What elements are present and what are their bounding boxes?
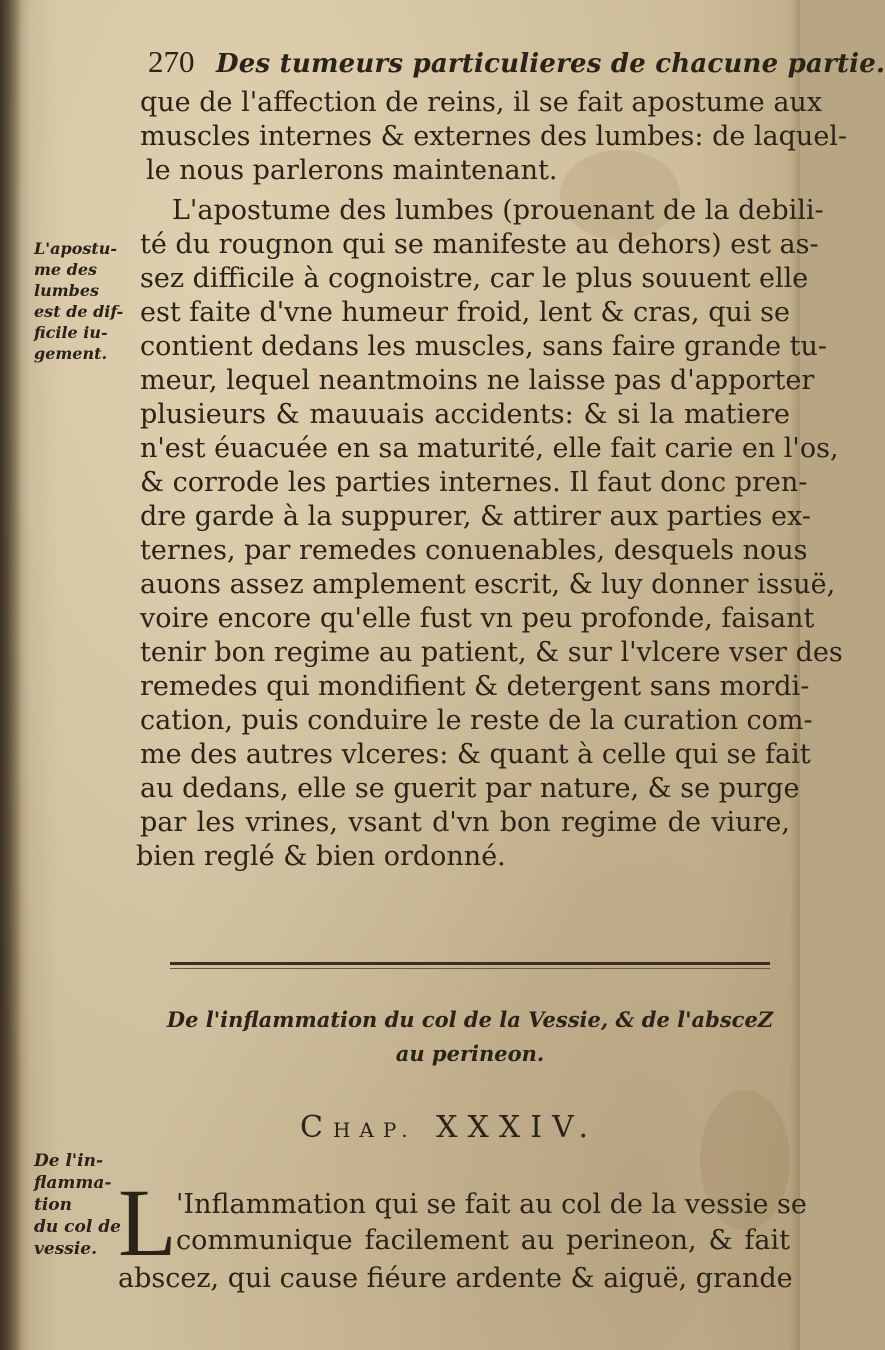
body-line: le nous parlerons maintenant. <box>146 155 558 186</box>
page-number: 270 <box>148 44 195 79</box>
margin-note-line: me des <box>34 260 98 279</box>
body-line: auons assez amplement escrit, & luy donner issuë, <box>140 569 836 600</box>
body-line: que de l'affection de reins, il se fait apostume aux <box>140 87 823 118</box>
chapter-line: abscez, qui cause fiéure ardente & aiguë, grande <box>118 1263 793 1294</box>
chapter-line: communique facilement au perineon, & fait <box>176 1225 790 1256</box>
body-line: n'est éuacuée en sa maturité, elle fait carie en l'os, <box>140 433 839 464</box>
body-line: au dedans, elle se guerit par nature, & se purge <box>140 773 800 804</box>
body-line: voire encore qu'elle fust vn peu profonde, faisant <box>140 603 815 634</box>
body-line: tenir bon regime au patient, & sur l'vlcere vser des <box>140 637 843 668</box>
margin-note-line: gement. <box>34 344 108 363</box>
section-title-line1: De l'inflammation du col de la Vessie, & de l'absceZ <box>166 1007 774 1032</box>
body-line: L'apostume des lumbes (prouenant de la debili- <box>172 195 824 226</box>
body-line: me des autres vlceres: & quant à celle qui se fait <box>140 739 811 770</box>
margin-note-line: vessie. <box>34 1239 98 1259</box>
body-line: remedes qui mondifient & detergent sans mordi- <box>140 671 810 702</box>
margin-note-line: lumbes <box>34 281 100 300</box>
margin-note-line: De l'in- <box>34 1151 104 1171</box>
margin-note-line: du col de <box>34 1217 121 1237</box>
body-line: sez difficile à cognoistre, car le plus souuent elle <box>140 263 809 294</box>
page-gutter-shadow <box>0 0 22 1350</box>
running-head: Des tumeurs particulieres de chacune partie. <box>216 49 885 79</box>
section-rule-thin <box>170 968 770 969</box>
body-line: par les vrines, vsant d'vn bon regime de viure, <box>140 807 790 838</box>
body-line: bien reglé & bien ordonné. <box>136 841 506 872</box>
chapter-prefix-initial: C <box>300 1110 333 1145</box>
page-header <box>148 42 885 82</box>
margin-note-line: tion <box>34 1195 73 1215</box>
drop-cap: L <box>118 1169 177 1276</box>
margin-note-line: ficile iu- <box>34 323 108 342</box>
margin-note-line: est de dif- <box>34 302 124 321</box>
body-line: & corrode les parties internes. Il faut donc pren- <box>140 467 808 498</box>
section-rule <box>170 962 770 965</box>
body-line: est faite d'vne humeur froid, lent & cras, qui se <box>140 297 790 328</box>
body-line: cation, puis conduire le reste de la curation com- <box>140 705 813 736</box>
body-line: dre garde à la suppurer, & attirer aux parties ex- <box>140 501 811 532</box>
margin-note-line: L'apostu- <box>34 239 118 258</box>
body-line: ternes, par remedes conuenables, desquels nous <box>140 535 808 566</box>
chapter-number: XXXIV. <box>436 1110 599 1145</box>
margin-note-apostume <box>34 238 142 364</box>
body-line: muscles internes & externes des lumbes: de laquel- <box>140 121 848 152</box>
body-line: té du rougnon qui se manifeste au dehors) est as- <box>140 229 819 260</box>
chapter-line: 'Inflammation qui se fait au col de la vessie se <box>176 1189 807 1220</box>
section-title-line2: au perineon. <box>395 1041 545 1066</box>
body-line: meur, lequel neantmoins ne laisse pas d'apporter <box>140 365 815 396</box>
chapter-prefix-rest: HAP. <box>332 1118 417 1142</box>
margin-note-line: flamma- <box>34 1173 112 1193</box>
body-line: plusieurs & mauuais accidents: & si la matiere <box>140 399 790 430</box>
chapter-heading <box>300 1110 700 1145</box>
body-line: contient dedans les muscles, sans faire grande tu- <box>140 331 828 362</box>
